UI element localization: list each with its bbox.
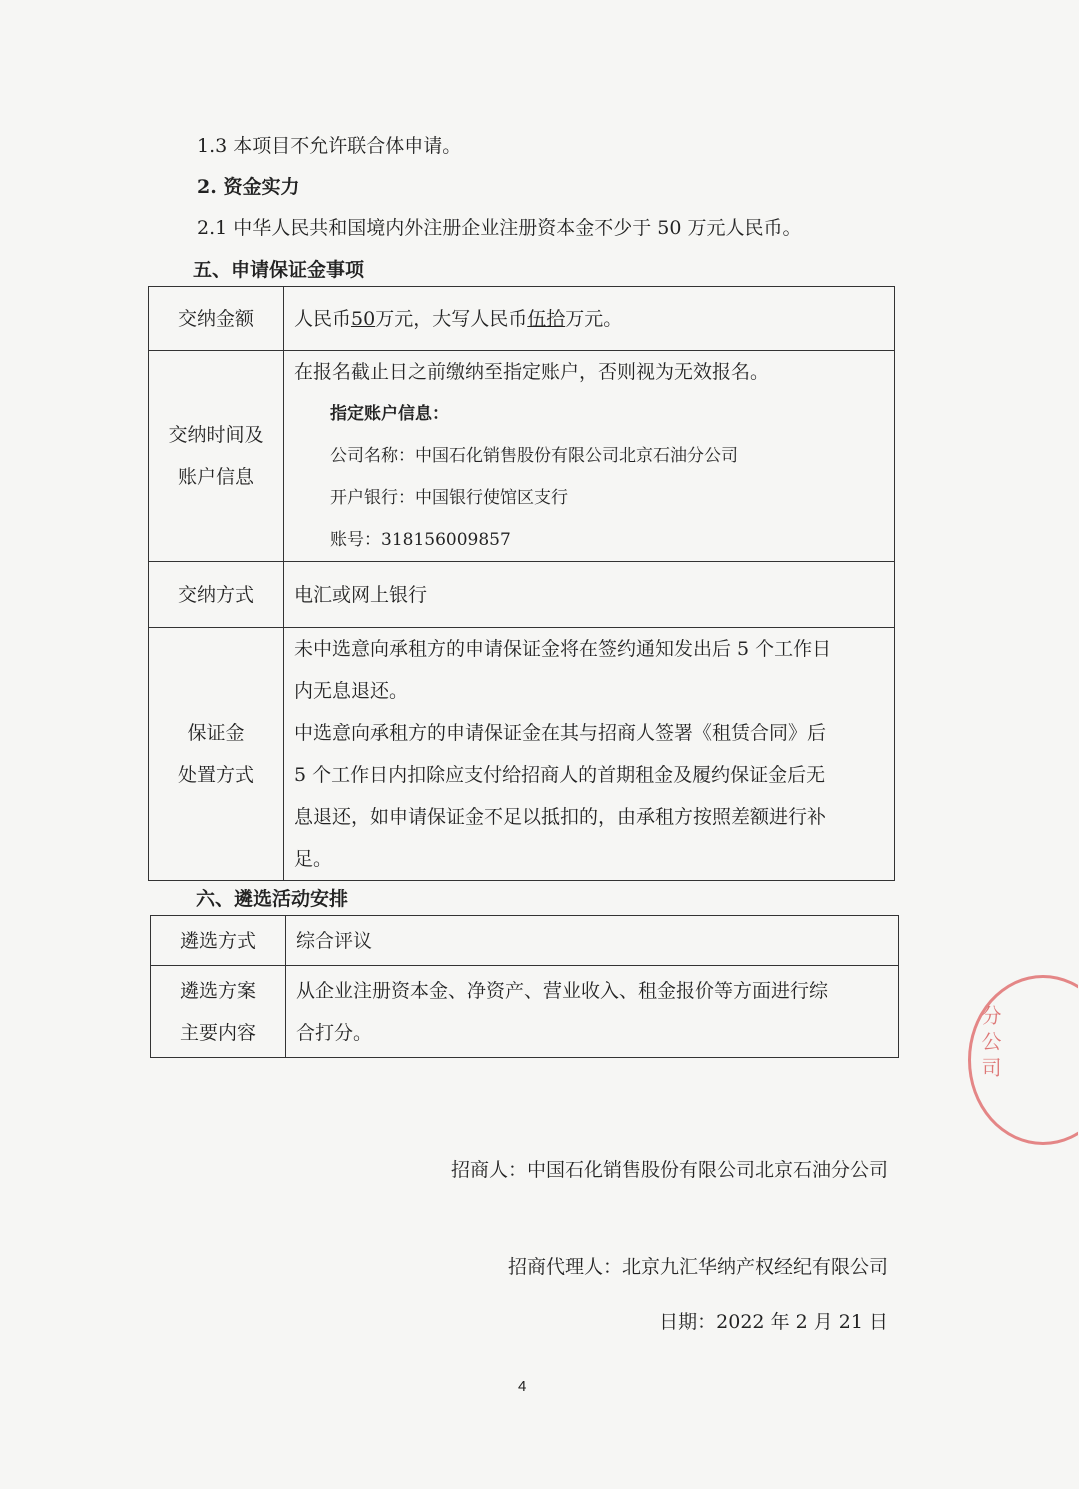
account-bank: 开户银行：中国银行使馆区支行 [330, 488, 568, 508]
footer-merchant: 招商人：中国石化销售股份有限公司北京石油分公司 [450, 1159, 888, 1181]
deposit-handling-value [284, 628, 895, 881]
clause-2-1: 2.1 中华人民共和国境内外注册企业注册资本金不少于 50 万元人民币。 [197, 217, 802, 239]
handling-label-line-1: 保证金 [187, 722, 245, 744]
footer-agent: 招商代理人：北京九汇华纳产权经纪有限公司 [507, 1256, 888, 1278]
handling-line: 中选意向承租方的申请保证金在其与招商人签署《租赁合同》后 [294, 722, 827, 744]
selection-method-label: 遴选方式 [151, 916, 286, 966]
footer-date: 日期：2022 年 2 月 21 日 [659, 1311, 888, 1333]
selection-method-row [151, 916, 899, 966]
selection-table [150, 915, 899, 1058]
content-line-1: 从企业注册资本金、净资产、营业收入、租金报价等方面进行综 [296, 979, 829, 1002]
amount-mid: 万元，大写人民币 [375, 307, 528, 330]
account-title: 指定账户信息： [330, 404, 449, 424]
content-line-2: 合打分。 [296, 1021, 373, 1044]
deposit-amount-value [284, 287, 895, 351]
time-label-line-1: 交纳时间及 [168, 424, 264, 446]
deposit-handling-label [149, 628, 284, 881]
amount-suffix: 万元。 [565, 307, 623, 330]
time-text: 在报名截止日之前缴纳至指定账户，否则视为无效报名。 [294, 361, 770, 383]
content-label-line-1: 遴选方案 [179, 979, 256, 1002]
content-label-line-2: 主要内容 [179, 1021, 256, 1044]
deposit-amount-label: 交纳金额 [149, 287, 284, 351]
deposit-method-value: 电汇或网上银行 [284, 562, 895, 628]
selection-method-value: 综合评议 [286, 916, 899, 966]
page-number: 4 [518, 1378, 527, 1395]
handling-label-line-2: 处置方式 [177, 764, 254, 786]
account-company: 公司名称：中国石化销售股份有限公司北京石油分公司 [330, 446, 738, 466]
amount-upper: 伍拾 [527, 307, 566, 330]
handling-line: 未中选意向承租方的申请保证金将在签约通知发出后 5 个工作日 [294, 638, 832, 660]
account-number: 账号：318156009857 [330, 530, 511, 550]
selection-content-label [151, 966, 286, 1058]
handling-line: 5 个工作日内扣除应支付给招商人的首期租金及履约保证金后无 [294, 764, 826, 786]
deposit-time-row [149, 351, 895, 562]
deposit-method-row [149, 562, 895, 628]
handling-line: 息退还，如申请保证金不足以抵扣的，由承租方按照差额进行补 [294, 806, 827, 828]
section-2-heading: 2. 资金实力 [197, 176, 300, 198]
clause-1-3: 1.3 本项目不允许联合体申请。 [197, 135, 462, 157]
handling-line: 足。 [294, 848, 333, 870]
amount-number: 50 [351, 307, 376, 330]
amount-prefix: 人民币 [294, 307, 352, 330]
selection-content-row [151, 966, 899, 1058]
section-6-heading: 六、遴选活动安排 [196, 888, 349, 910]
deposit-time-label [149, 351, 284, 562]
section-5-heading: 五、申请保证金事项 [193, 259, 365, 281]
handling-line: 内无息退还。 [294, 680, 409, 702]
deposit-time-value [284, 351, 895, 562]
seal-text: 分公司 [978, 1005, 1002, 1083]
selection-content-value [286, 966, 899, 1058]
company-seal [968, 975, 1078, 1145]
time-label-line-2: 账户信息 [177, 466, 254, 488]
deposit-handling-row [149, 628, 895, 881]
deposit-table [148, 286, 895, 881]
deposit-method-label: 交纳方式 [149, 562, 284, 628]
deposit-amount-row [149, 287, 895, 351]
